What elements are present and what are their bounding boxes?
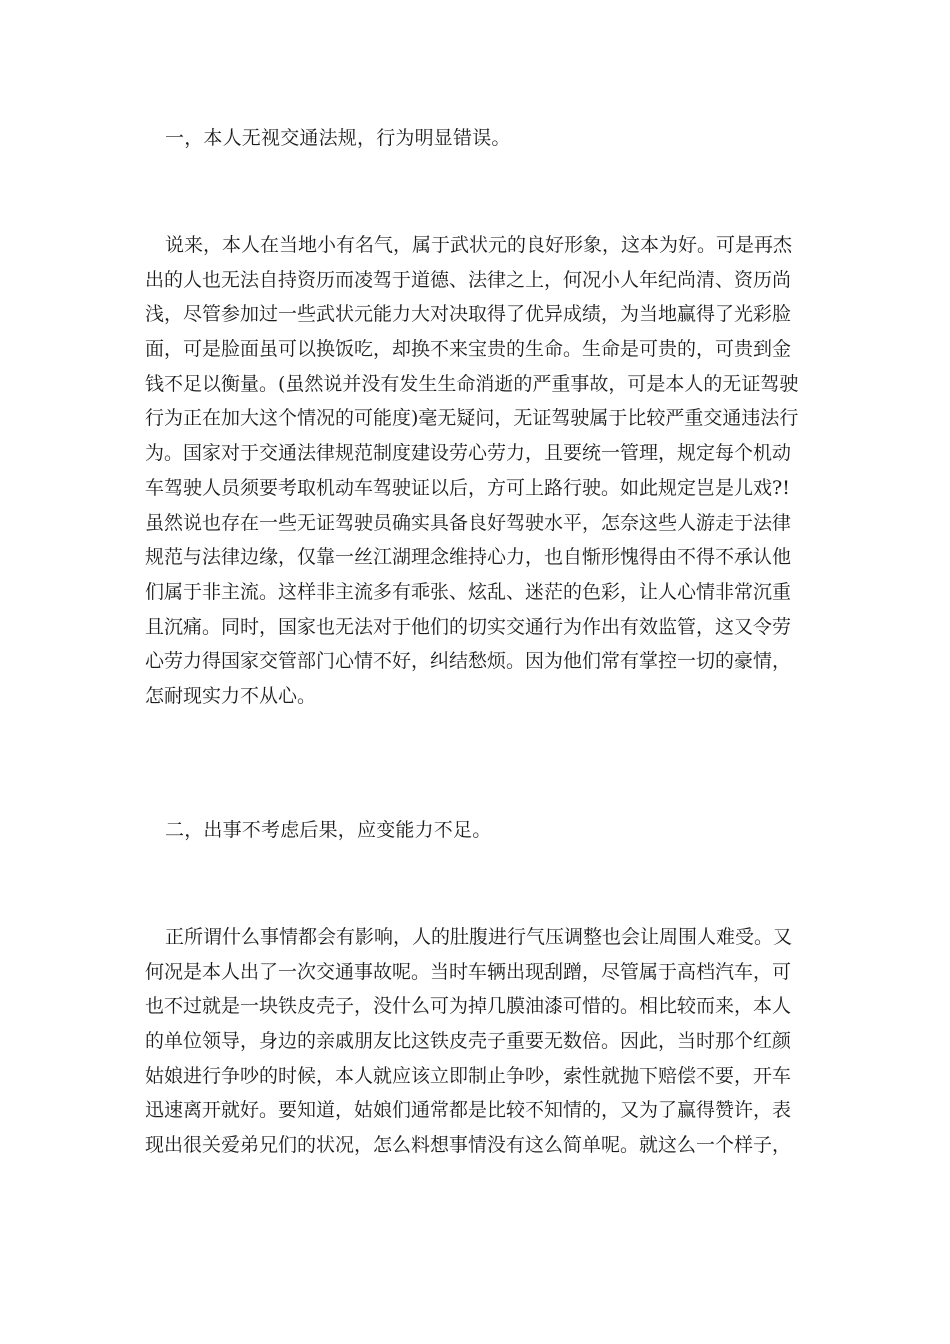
section-body-1: [145, 228, 805, 714]
paragraph-line: 也不过就是一块铁皮壳子，没什么可为掉几膜油漆可惜的。相比较而来，本人: [145, 995, 792, 1018]
paragraph-line: 怎耐现实力不从心。: [145, 684, 317, 707]
paragraph-line: 们属于非主流。这样非主流多有乖张、炫乱、迷茫的色彩，让人心情非常沉重: [145, 580, 792, 603]
paragraph-line: 行为正在加大这个情况的可能度)毫无疑问，无证驾驶属于比较严重交通违法行: [145, 407, 799, 430]
section-body-2: [145, 920, 805, 1163]
paragraph-line: 出的人也无法自持资历而凌驾于道德、法律之上，何况小人年纪尚清、资历尚: [145, 268, 792, 291]
paragraph-line: 何况是本人出了一次交通事故呢。当时车辆出现刮蹭，尽管属于高档汽车，可: [145, 960, 792, 983]
paragraph-line: 虽然说也存在一些无证驾驶员确实具备良好驾驶水平，怎奈这些人游走于法律: [145, 511, 792, 534]
paragraph-line: 迅速离开就好。要知道，姑娘们通常都是比较不知情的，又为了赢得赞许，表: [145, 1099, 792, 1122]
paragraph-line: 姑娘进行争吵的时候，本人就应该立即制止争吵，索性就抛下赔偿不要，开车: [145, 1064, 792, 1087]
paragraph-line: 且沉痛。同时，国家也无法对于他们的切实交通行为作出有效监管，这又令劳: [145, 615, 792, 638]
paragraph-line: 钱不足以衡量。(虽然说并没有发生生命消逝的严重事故，可是本人的无证驾驶: [145, 372, 799, 395]
paragraph-line: 浅，尽管参加过一些武状元能力大对决取得了优异成绩，为当地赢得了光彩脸: [145, 303, 792, 326]
paragraph-line: 面，可是脸面虽可以换饭吃，却换不来宝贵的生命。生命是可贵的，可贵到金: [145, 338, 792, 361]
paragraph-line: 规范与法律边缘，仅靠一丝江湖理念维持心力，也自惭形愧得由不得不承认他: [145, 546, 792, 569]
paragraph-line: 现出很关爱弟兄们的状况，怎么料想事情没有这么简单呢。就这么一个样子，: [145, 1134, 792, 1157]
paragraph-line: 车驾驶人员须要考取机动车驾驶证以后，方可上路行驶。如此规定岂是儿戏?!: [145, 476, 790, 499]
section-heading-2: 二，出事不考虑后果，应变能力不足。: [165, 819, 492, 841]
paragraph-line: 为。国家对于交通法律规范制度建设劳心劳力，且要统一管理，规定每个机动: [145, 442, 792, 465]
section-heading-1: 一，本人无视交通法规，行为明显错误。: [165, 127, 511, 149]
paragraph-line: 心劳力得国家交管部门心情不好，纠结愁烦。因为他们常有掌控一切的豪情，: [145, 650, 792, 673]
paragraph-line: 说来，本人在当地小有名气，属于武状元的良好形象，这本为好。可是再杰: [165, 234, 793, 256]
paragraph-line: 的单位领导，身边的亲戚朋友比这铁皮壳子重要无数倍。因此，当时那个红颜: [145, 1030, 792, 1053]
paragraph-line: 正所谓什么事情都会有影响，人的肚腹进行气压调整也会让周围人难受。又: [165, 926, 793, 948]
